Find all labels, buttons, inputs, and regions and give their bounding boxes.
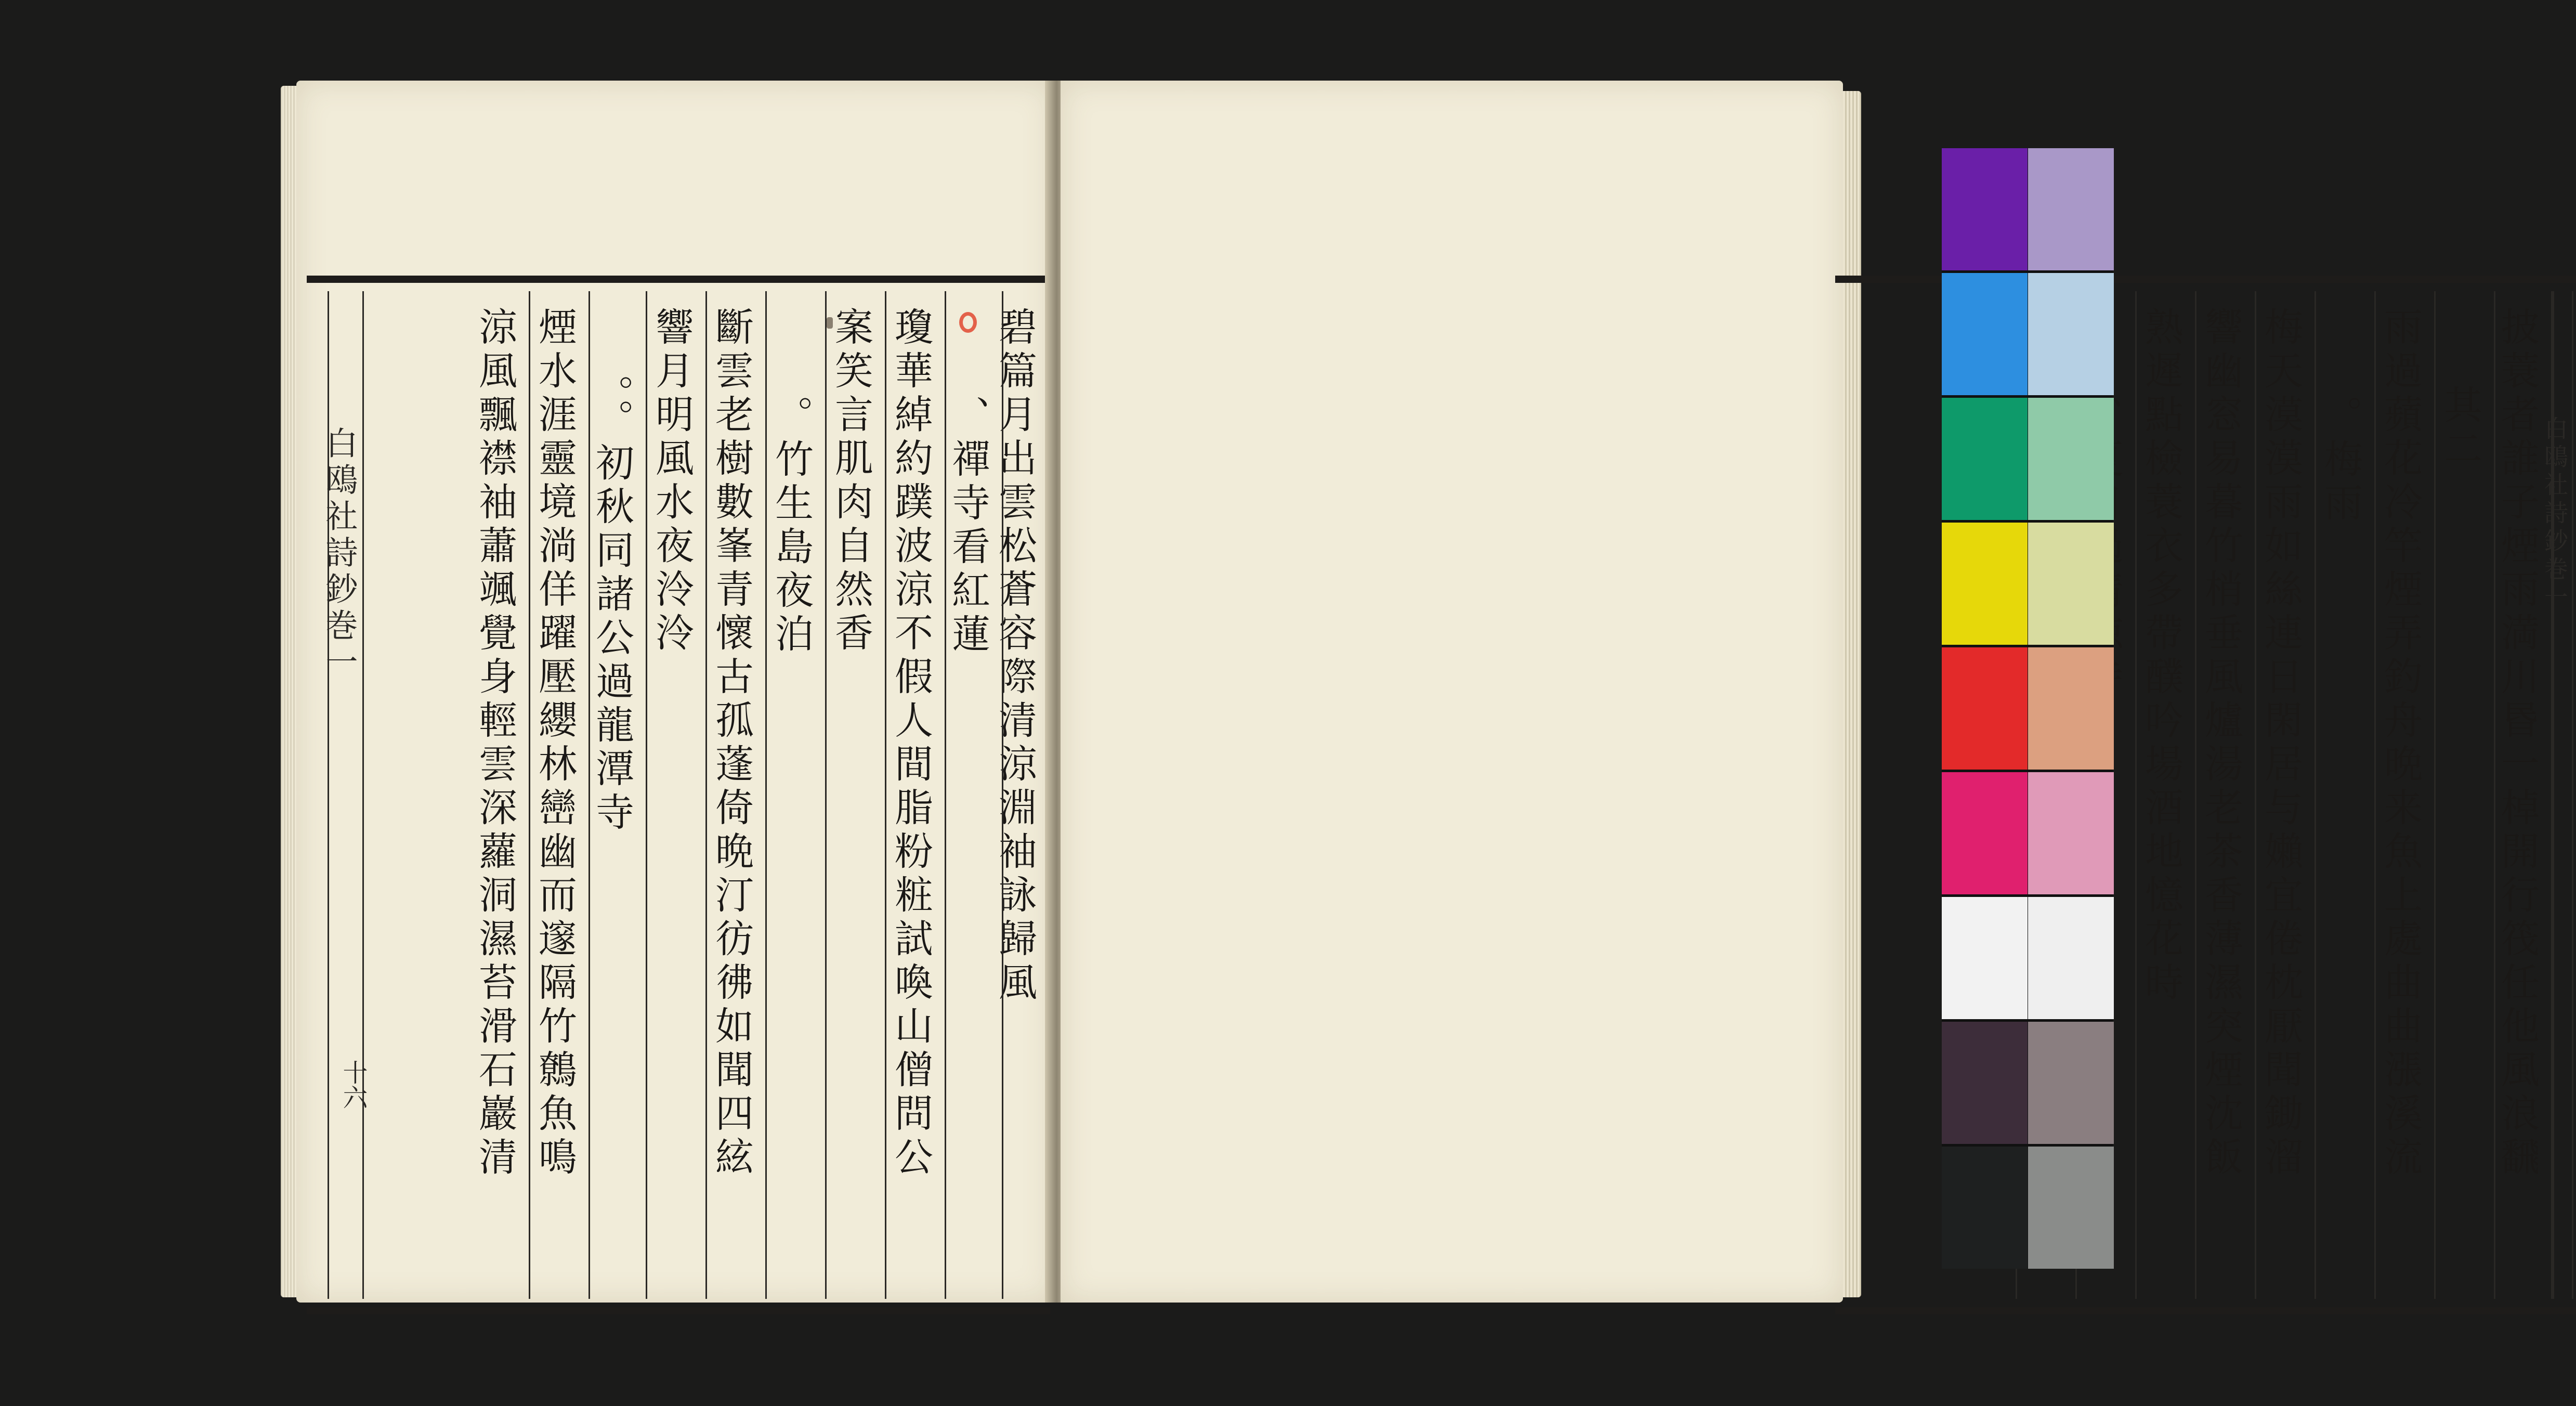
folio-number: 十六: [338, 1060, 368, 1110]
text-column: 雨過蘋花冷竿煙弄釣舟晩来魚上處曲曲漲溪流: [2376, 291, 2436, 1299]
text-column: 、禪寺看紅蓮: [946, 291, 1003, 1299]
color-checker-card: [1942, 148, 2113, 1269]
color-swatch: [2028, 1147, 2114, 1269]
text-column: 煙水涯靈境淌佯躍壓纓林巒幽而邃隔竹鷯魚鳴: [530, 291, 590, 1299]
color-swatch: [1942, 647, 2028, 770]
right-page: [1061, 81, 2569, 1303]
color-swatch: [2028, 897, 2114, 1019]
text-column: 響月明風水夜泠泠: [647, 291, 707, 1299]
color-swatch: [2028, 772, 2114, 894]
color-swatch: [2028, 1022, 2114, 1144]
text-column: 梅天漠漠雨如絲連日閑居与嬾宜倦枕厭聞鋤溜: [2256, 291, 2316, 1299]
color-swatch: [1942, 398, 2028, 520]
color-swatch: [2028, 398, 2114, 520]
text-column: 案笑言肌肉自然香: [827, 291, 886, 1299]
left-page: [296, 81, 1053, 1303]
text-column: 響幽窓易暮竹梢垂風爐湯老茶香薄濕突煙沈飯: [2196, 291, 2256, 1299]
color-swatch: [2028, 148, 2114, 270]
text-column: 涼風飄襟袖蕭颯覺身輕雲深蘿洞濕苔滑石巖清: [470, 291, 530, 1299]
text-column: 瓊華綽約蹼波涼不假人間脂粉粧試喚山僧問公: [886, 291, 946, 1299]
left-text-frame: [307, 276, 1050, 1314]
color-swatch: [2028, 523, 2114, 645]
open-book: [296, 81, 2569, 1303]
text-column: 。梅雨: [2316, 291, 2376, 1299]
color-swatch: [1942, 273, 2028, 395]
color-swatch: [1942, 148, 2028, 270]
text-column: 熟遲點檢蓑衣多帶醭吟場酒地憶花時: [2137, 291, 2196, 1299]
color-swatch: [1942, 1022, 2028, 1144]
text-column: 其二: [2436, 291, 2495, 1299]
text-column: 披蓑者誰子煙雨満川昬一棹開行筏任他風浪飜: [2495, 291, 2553, 1299]
color-swatch: [1942, 1147, 2028, 1269]
page-center-title: 白鴎社詩鈔巻一: [2553, 291, 2573, 1299]
text-column: 。。初秋同諸公過龍潭寺: [590, 291, 647, 1299]
color-swatch: [2028, 273, 2114, 395]
color-swatch: [2028, 647, 2114, 770]
color-swatch: [1942, 897, 2028, 1019]
text-column: 。竹生島夜泊: [767, 291, 827, 1299]
color-swatch: [1942, 523, 2028, 645]
text-column: 斷雲老樹數峯青懷古孤蓬倚晩汀彷彿如聞四絃: [707, 291, 767, 1299]
text-column: 碧篇月出雲松蒼容際清涼淵袖詠歸風: [1003, 291, 1050, 1299]
color-swatch: [1942, 772, 2028, 894]
page-center-title: 白鴎社詩鈔巻一: [328, 291, 364, 1299]
